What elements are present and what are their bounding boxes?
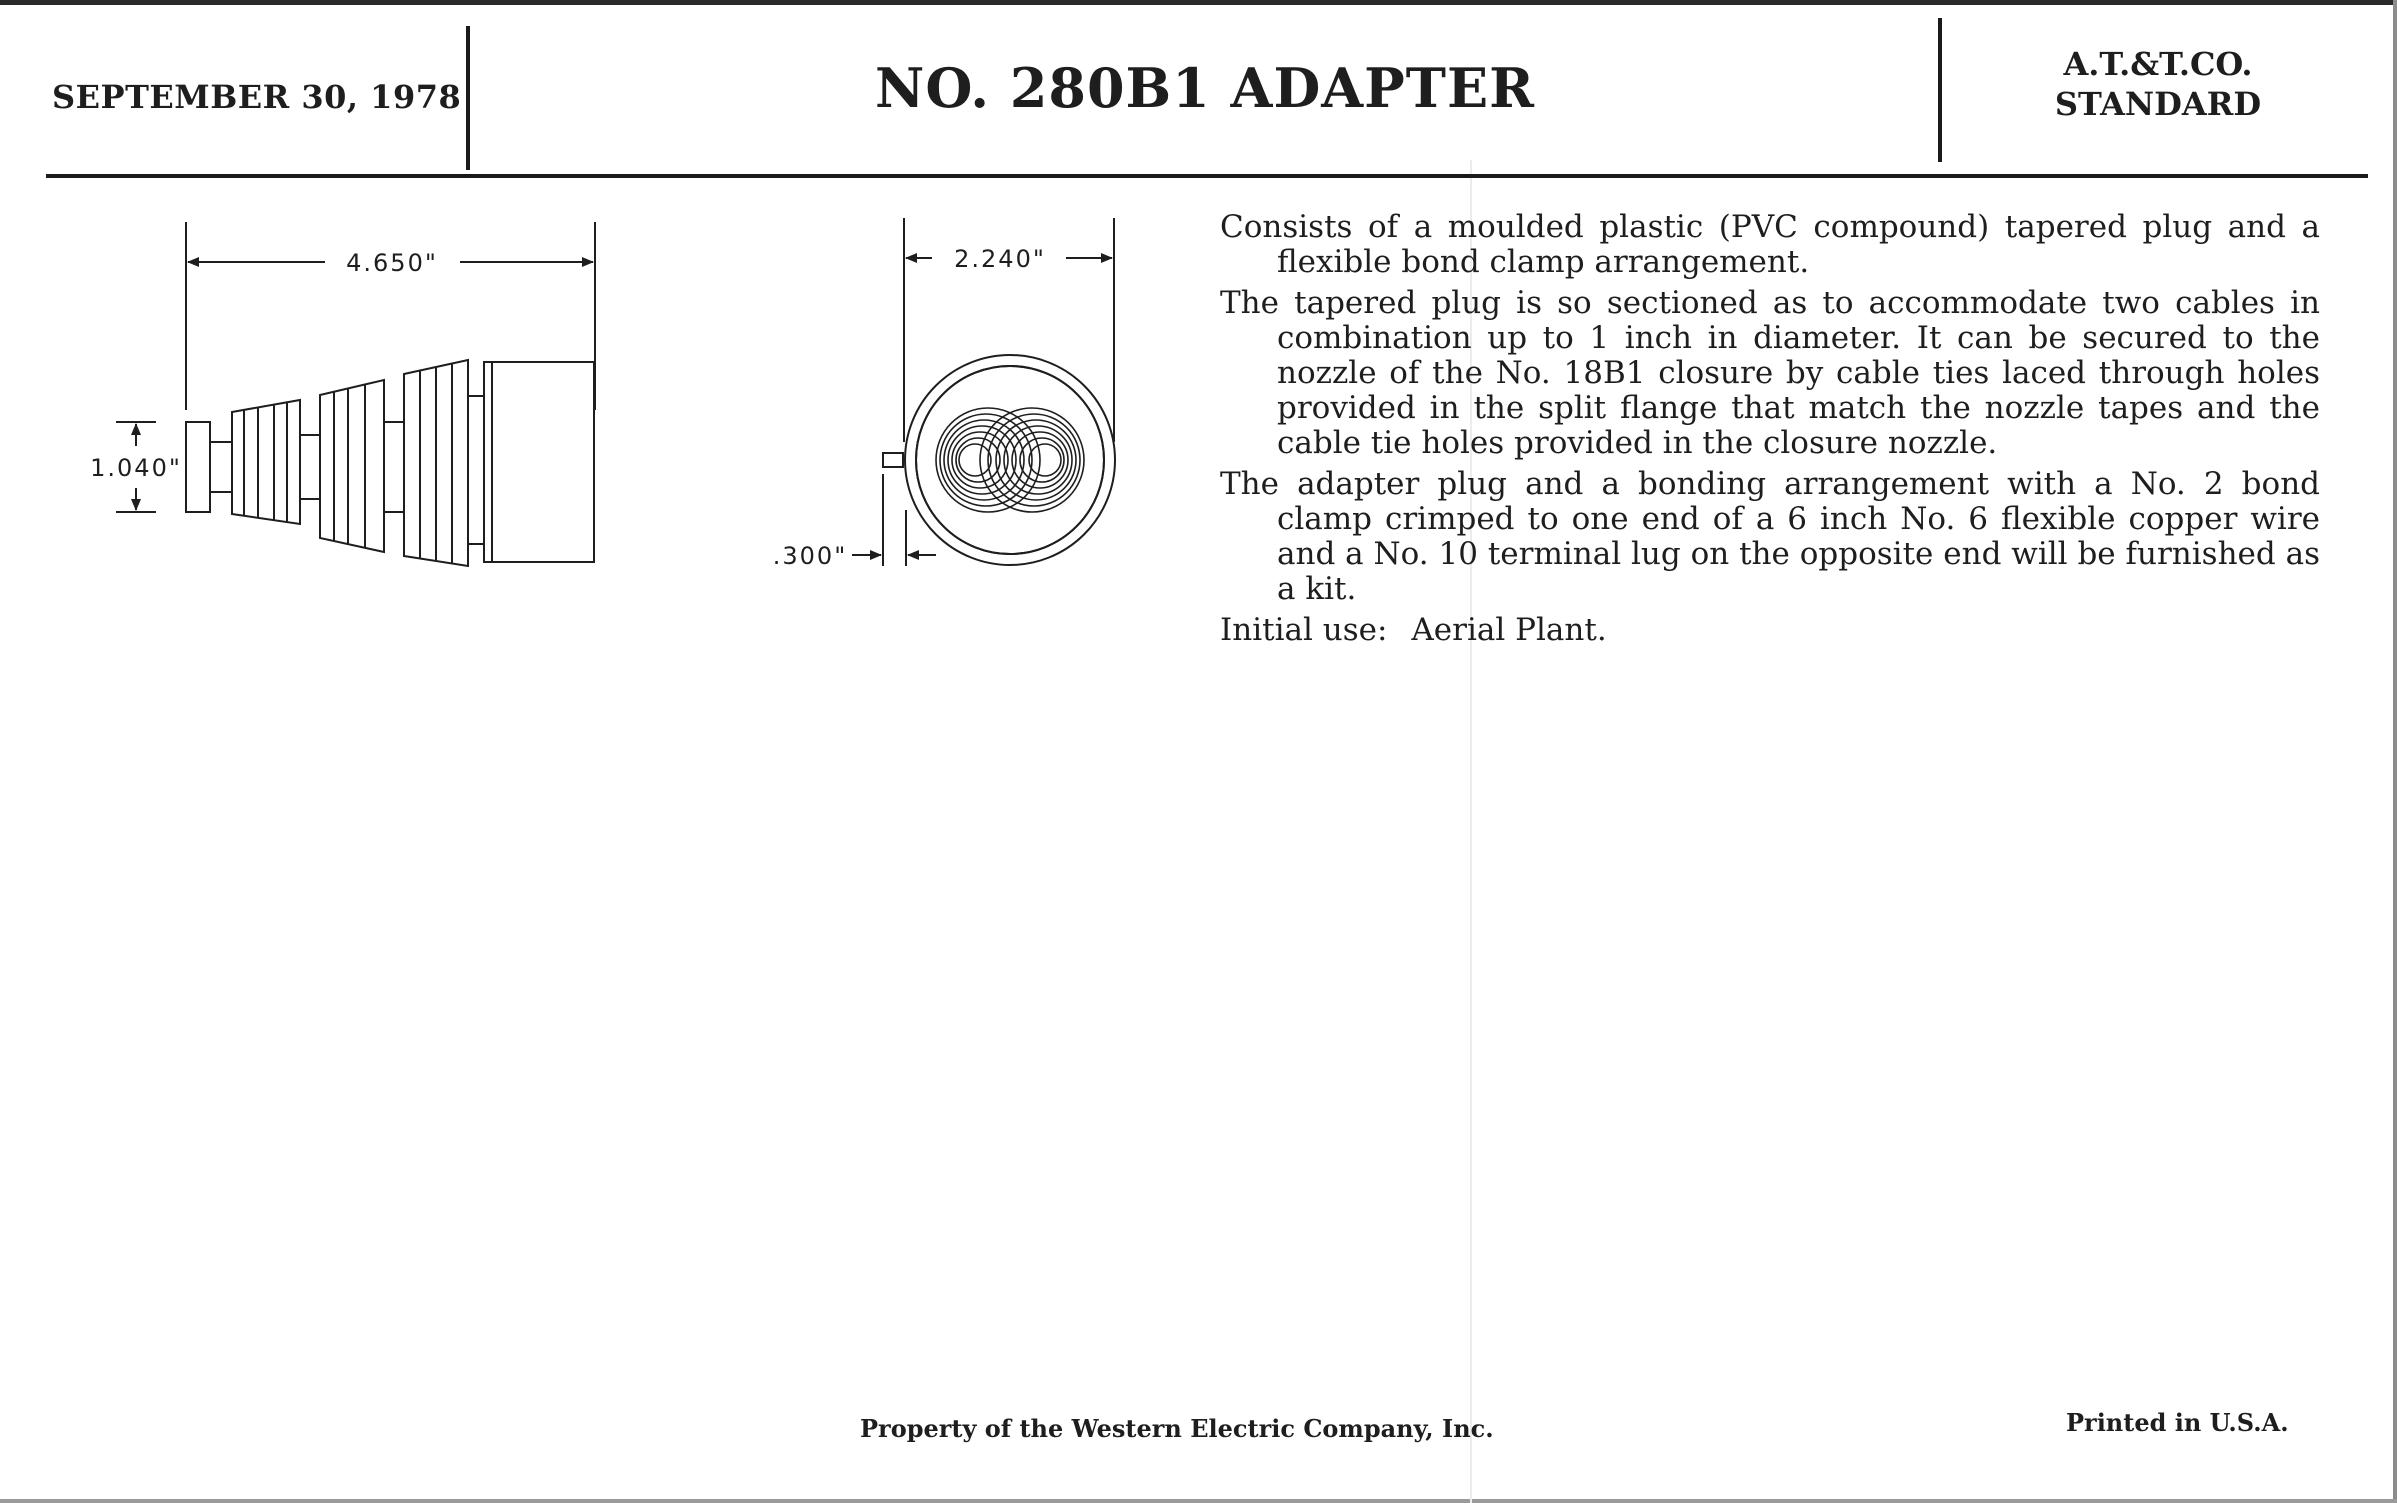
footer-printed: Printed in U.S.A. [2066,1408,2289,1437]
page-bottom-edge [0,1499,2397,1503]
description-paragraph-1: Consists of a moulded plastic (PVC compound) tapered plug and a flexible bond clamp arrangement. [1220,209,2320,280]
width-dimension-label: 2.240" [954,245,1046,273]
length-dimension-label: 4.650" [346,249,438,277]
side-view-drawing [80,210,640,590]
standard-label: STANDARD [2054,85,2262,123]
header-date: SEPTEMBER 30, 1978 [52,78,462,116]
header-divider-right [1938,18,1942,162]
initial-use-label: Initial use: [1220,612,1388,648]
description-paragraph-2: The tapered plug is so sectioned as to accommodate two cables in combination up to 1 inch in diameter. It can be secured to the nozzle of the No. 18B1 closure by cable ties laced through holes provided in the split flange that match the nozzle tapes and the cable tie holes provided in the closure nozzle. [1220,285,2320,461]
page-title: NO. 280B1 ADAPTER [874,56,1536,120]
standard-company: A.T.&T.CO. [2063,45,2253,83]
header-standard [1948,44,2368,124]
flange-dimension-label: .300" [772,542,848,570]
page-top-edge [0,0,2397,5]
diameter-dimension-label: 1.040" [90,454,182,482]
header-rule [46,174,2368,178]
description-paragraph-3: The adapter plug and a bonding arrangement with a No. 2 bond clamp crimped to one end of a 6 inch No. 6 flexible copper wire and a No. 10 terminal lug on the opposite end will be furnished as a kit. [1220,466,2320,607]
footer-property: Property of the Western Electric Company, Inc. [860,1414,1494,1443]
initial-use [1220,613,2320,648]
page-right-edge [2393,0,2397,1503]
end-view-svg [740,210,1140,590]
description [1220,210,2320,648]
tapered-plug-body [186,360,594,566]
end-view-drawing [740,210,1140,590]
initial-use-value: Aerial Plant. [1411,612,1607,648]
side-view-svg [80,210,640,590]
